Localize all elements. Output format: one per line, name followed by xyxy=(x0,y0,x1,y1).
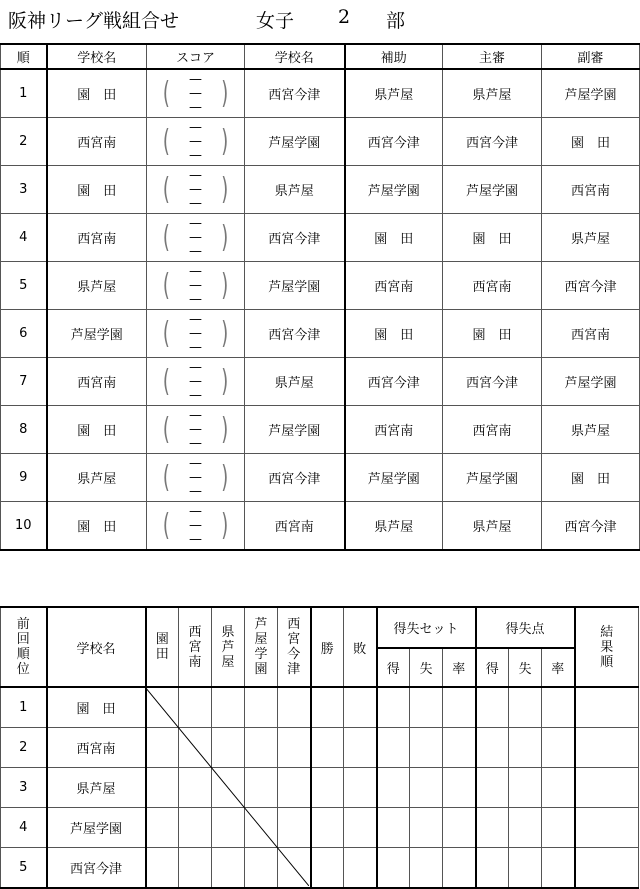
match-assist: 園 田 xyxy=(345,310,443,358)
standings-prev-rank: 2 xyxy=(1,728,47,768)
league-title: 阪神リーグ戦組合せ xyxy=(8,10,180,32)
bracket-left: ( xyxy=(160,459,172,495)
bracket-right: ) xyxy=(219,459,231,495)
match-assist: 芦屋学園 xyxy=(345,166,443,214)
header-char: 園 xyxy=(155,632,169,647)
match-assist: 園 田 xyxy=(345,214,443,262)
match-row xyxy=(1,502,640,551)
header-char: 津 xyxy=(287,662,301,677)
result-cell[interactable] xyxy=(146,848,179,889)
result-cell[interactable] xyxy=(212,848,245,889)
header-referee: 主審 xyxy=(443,44,542,69)
set-get-cell[interactable] xyxy=(377,687,410,728)
match-row xyxy=(1,69,640,118)
match-order: 8 xyxy=(1,406,47,454)
match-row xyxy=(1,262,640,310)
match-sub-referee: 芦屋学園 xyxy=(542,358,640,406)
result-cell[interactable] xyxy=(212,687,245,728)
score-set-1: — xyxy=(189,455,202,471)
header-char: 県 xyxy=(221,624,235,640)
match-row xyxy=(1,358,640,406)
point-get-cell[interactable] xyxy=(476,768,509,808)
result-cell[interactable] xyxy=(245,768,278,808)
point-lose-cell[interactable] xyxy=(509,768,542,808)
match-school-b: 県芦屋 xyxy=(245,358,345,406)
final-rank-cell[interactable] xyxy=(575,768,639,808)
standings-school: 西宮南 xyxy=(47,728,146,768)
header-point-lose: 失 xyxy=(509,648,542,687)
score-set-3: — xyxy=(189,339,202,355)
score-set-3: — xyxy=(189,243,202,259)
score-set-2: — xyxy=(189,517,202,533)
final-rank-cell[interactable] xyxy=(575,728,639,768)
result-cell[interactable] xyxy=(146,728,179,768)
result-cell[interactable] xyxy=(146,808,179,848)
match-score[interactable] xyxy=(147,262,245,310)
match-score[interactable] xyxy=(147,310,245,358)
header-char: 芦 xyxy=(221,639,235,655)
match-assist: 西宮南 xyxy=(345,406,443,454)
header-char: 屋 xyxy=(221,654,235,670)
set-rate-cell[interactable] xyxy=(443,687,476,728)
win-cell[interactable] xyxy=(311,848,344,889)
loss-cell[interactable] xyxy=(344,687,377,728)
final-rank-cell[interactable] xyxy=(575,848,639,889)
bracket-right: ) xyxy=(219,75,231,111)
result-cell[interactable] xyxy=(278,768,311,808)
bracket-left: ( xyxy=(160,171,172,207)
match-order: 1 xyxy=(1,69,47,118)
bracket-left: ( xyxy=(160,219,172,255)
header-char: 回 xyxy=(16,632,30,647)
score-set-3: — xyxy=(189,291,202,307)
match-sub-referee: 西宮南 xyxy=(542,166,640,214)
header-school-a: 学校名 xyxy=(47,44,147,69)
header-win: 勝 xyxy=(311,607,344,687)
score-set-3: — xyxy=(189,99,202,115)
final-rank-cell[interactable] xyxy=(575,687,639,728)
header-opponent-1 xyxy=(146,607,179,687)
bracket-right: ) xyxy=(219,171,231,207)
bracket-left: ( xyxy=(160,267,172,303)
header-prev-rank xyxy=(1,607,47,687)
set-lose-cell[interactable] xyxy=(410,728,443,768)
match-school-a: 県芦屋 xyxy=(47,454,147,502)
match-referee: 園 田 xyxy=(443,214,542,262)
header-set-rate: 率 xyxy=(443,648,476,687)
result-cell[interactable] xyxy=(146,687,179,728)
score-set-1: — xyxy=(189,263,202,279)
standings-school: 芦屋学園 xyxy=(47,808,146,848)
match-referee: 芦屋学園 xyxy=(443,166,542,214)
score-set-2: — xyxy=(189,85,202,101)
header-char: 南 xyxy=(188,654,202,670)
result-cell[interactable] xyxy=(278,687,311,728)
standings-prev-rank: 4 xyxy=(1,808,47,848)
match-school-a: 県芦屋 xyxy=(47,262,147,310)
standings-school: 県芦屋 xyxy=(47,768,146,808)
set-lose-cell[interactable] xyxy=(410,768,443,808)
header-char: 今 xyxy=(287,647,301,662)
bracket-left: ( xyxy=(160,75,172,111)
match-row xyxy=(1,406,640,454)
match-sub-referee: 園 田 xyxy=(542,454,640,502)
match-sub-referee: 芦屋学園 xyxy=(542,69,640,118)
bracket-left: ( xyxy=(160,315,172,351)
header-char: 結 xyxy=(600,624,614,640)
header-char: 宮 xyxy=(188,639,202,655)
header-assist: 補助 xyxy=(345,44,443,69)
point-rate-cell[interactable] xyxy=(542,728,575,768)
score-set-2: — xyxy=(189,373,202,389)
score-set-2: — xyxy=(189,469,202,485)
score-set-3: — xyxy=(189,435,202,451)
header-order: 順 xyxy=(1,44,47,69)
header-char: 学 xyxy=(254,647,268,662)
set-lose-cell[interactable] xyxy=(410,808,443,848)
score-set-1: — xyxy=(189,215,202,231)
match-school-a: 西宮南 xyxy=(47,214,147,262)
bracket-right: ) xyxy=(219,123,231,159)
score-set-1: — xyxy=(189,359,202,375)
point-rate-cell[interactable] xyxy=(542,848,575,889)
set-lose-cell[interactable] xyxy=(410,848,443,889)
header-char: 順 xyxy=(16,647,30,662)
standings-school: 園 田 xyxy=(47,687,146,728)
header-char: 西 xyxy=(188,624,202,640)
match-order: 3 xyxy=(1,166,47,214)
match-score[interactable] xyxy=(147,166,245,214)
header-school-b: 学校名 xyxy=(245,44,345,69)
set-get-cell[interactable] xyxy=(377,808,410,848)
bracket-right: ) xyxy=(219,315,231,351)
match-score[interactable] xyxy=(147,406,245,454)
set-rate-cell[interactable] xyxy=(443,808,476,848)
match-row xyxy=(1,166,640,214)
match-school-b: 芦屋学園 xyxy=(245,406,345,454)
match-referee: 西宮今津 xyxy=(443,358,542,406)
score-set-1: — xyxy=(189,119,202,135)
set-rate-cell[interactable] xyxy=(443,848,476,889)
standings-prev-rank: 3 xyxy=(1,768,47,808)
set-lose-cell[interactable] xyxy=(410,687,443,728)
bracket-right: ) xyxy=(219,267,231,303)
match-school-b: 西宮今津 xyxy=(245,454,345,502)
loss-cell[interactable] xyxy=(344,808,377,848)
division-suffix: 部 xyxy=(386,10,406,32)
match-sub-referee: 西宮今津 xyxy=(542,502,640,551)
match-score[interactable] xyxy=(147,214,245,262)
match-school-b: 西宮今津 xyxy=(245,214,345,262)
match-sub-referee: 園 田 xyxy=(542,118,640,166)
match-sub-referee: 県芦屋 xyxy=(542,214,640,262)
header-char: 宮 xyxy=(287,632,301,647)
header-char: 園 xyxy=(254,662,268,677)
header-set-get: 得 xyxy=(377,648,410,687)
standings-prev-rank: 1 xyxy=(1,687,47,728)
score-set-3: — xyxy=(189,483,202,499)
bracket-right: ) xyxy=(219,411,231,447)
match-school-b: 芦屋学園 xyxy=(245,118,345,166)
match-assist: 西宮南 xyxy=(345,262,443,310)
match-assist: 西宮今津 xyxy=(345,358,443,406)
bracket-right: ) xyxy=(219,219,231,255)
loss-cell[interactable] xyxy=(344,728,377,768)
standings-table xyxy=(0,606,639,889)
score-set-3: — xyxy=(189,195,202,211)
match-referee: 西宮南 xyxy=(443,406,542,454)
win-cell[interactable] xyxy=(311,728,344,768)
result-cell[interactable] xyxy=(245,687,278,728)
result-cell[interactable] xyxy=(179,768,212,808)
match-school-a: 園 田 xyxy=(47,69,147,118)
match-score[interactable] xyxy=(147,502,245,551)
loss-cell[interactable] xyxy=(344,768,377,808)
match-order: 6 xyxy=(1,310,47,358)
header-char: 芦 xyxy=(254,617,268,632)
match-school-a: 西宮南 xyxy=(47,118,147,166)
bracket-left: ( xyxy=(160,411,172,447)
header-sub-referee: 副審 xyxy=(542,44,640,69)
set-rate-cell[interactable] xyxy=(443,768,476,808)
win-cell[interactable] xyxy=(311,687,344,728)
result-cell[interactable] xyxy=(278,728,311,768)
match-order: 10 xyxy=(1,502,47,551)
match-school-b: 芦屋学園 xyxy=(245,262,345,310)
score-set-2: — xyxy=(189,421,202,437)
header-point-group: 得失点 xyxy=(476,607,575,648)
match-assist: 芦屋学園 xyxy=(345,454,443,502)
match-referee: 芦屋学園 xyxy=(443,454,542,502)
score-set-1: — xyxy=(189,311,202,327)
match-sub-referee: 西宮今津 xyxy=(542,262,640,310)
header-opponent-3 xyxy=(212,607,245,687)
result-cell[interactable] xyxy=(179,728,212,768)
match-school-a: 園 田 xyxy=(47,502,147,551)
final-rank-cell[interactable] xyxy=(575,808,639,848)
score-set-1: — xyxy=(189,503,202,519)
win-cell[interactable] xyxy=(311,768,344,808)
result-cell[interactable] xyxy=(146,768,179,808)
match-referee: 園 田 xyxy=(443,310,542,358)
point-rate-cell[interactable] xyxy=(542,768,575,808)
result-cell[interactable] xyxy=(179,687,212,728)
page-title xyxy=(8,6,628,36)
point-rate-cell[interactable] xyxy=(542,808,575,848)
result-cell[interactable] xyxy=(245,728,278,768)
match-sub-referee: 県芦屋 xyxy=(542,406,640,454)
header-opponent-5 xyxy=(278,607,311,687)
result-cell[interactable] xyxy=(245,848,278,889)
standings-row xyxy=(1,687,639,728)
match-school-b: 県芦屋 xyxy=(245,166,345,214)
standings-school: 西宮今津 xyxy=(47,848,146,889)
score-set-2: — xyxy=(189,133,202,149)
score-set-3: — xyxy=(189,531,202,547)
match-assist: 県芦屋 xyxy=(345,502,443,551)
standings-prev-rank: 5 xyxy=(1,848,47,889)
header-set-lose: 失 xyxy=(410,648,443,687)
match-score[interactable] xyxy=(147,358,245,406)
standings-row xyxy=(1,808,639,848)
match-school-a: 園 田 xyxy=(47,166,147,214)
result-cell[interactable] xyxy=(212,768,245,808)
header-char: 屋 xyxy=(254,632,268,647)
bracket-left: ( xyxy=(160,363,172,399)
standings-row xyxy=(1,848,639,889)
point-lose-cell[interactable] xyxy=(509,848,542,889)
score-set-2: — xyxy=(189,325,202,341)
match-school-b: 西宮今津 xyxy=(245,69,345,118)
division-number: 2 xyxy=(338,6,351,28)
score-set-2: — xyxy=(189,229,202,245)
result-cell[interactable] xyxy=(278,808,311,848)
standings-row xyxy=(1,768,639,808)
match-assist: 西宮今津 xyxy=(345,118,443,166)
bracket-left: ( xyxy=(160,123,172,159)
standings-header-top xyxy=(1,607,639,648)
match-table xyxy=(0,43,640,551)
loss-cell[interactable] xyxy=(344,848,377,889)
score-set-1: — xyxy=(189,407,202,423)
point-lose-cell[interactable] xyxy=(509,808,542,848)
header-point-rate: 率 xyxy=(542,648,575,687)
win-cell[interactable] xyxy=(311,808,344,848)
match-order: 9 xyxy=(1,454,47,502)
match-order: 5 xyxy=(1,262,47,310)
match-school-a: 園 田 xyxy=(47,406,147,454)
match-order: 4 xyxy=(1,214,47,262)
match-referee: 県芦屋 xyxy=(443,69,542,118)
header-opponent-2 xyxy=(179,607,212,687)
result-cell[interactable] xyxy=(179,848,212,889)
point-rate-cell[interactable] xyxy=(542,687,575,728)
score-set-2: — xyxy=(189,277,202,293)
match-header-row xyxy=(1,44,640,69)
match-assist: 県芦屋 xyxy=(345,69,443,118)
header-score: スコア xyxy=(147,44,245,69)
set-rate-cell[interactable] xyxy=(443,728,476,768)
point-get-cell[interactable] xyxy=(476,728,509,768)
match-row xyxy=(1,310,640,358)
score-set-1: — xyxy=(189,71,202,87)
result-cell[interactable] xyxy=(278,848,311,889)
match-row xyxy=(1,118,640,166)
score-set-2: — xyxy=(189,181,202,197)
set-get-cell[interactable] xyxy=(377,728,410,768)
match-referee: 西宮南 xyxy=(443,262,542,310)
header-loss: 敗 xyxy=(344,607,377,687)
point-lose-cell[interactable] xyxy=(509,687,542,728)
header-school: 学校名 xyxy=(47,607,146,687)
score-set-3: — xyxy=(189,147,202,163)
match-referee: 県芦屋 xyxy=(443,502,542,551)
score-set-3: — xyxy=(189,387,202,403)
match-school-a: 芦屋学園 xyxy=(47,310,147,358)
header-set-group: 得失セット xyxy=(377,607,476,648)
match-referee: 西宮今津 xyxy=(443,118,542,166)
set-get-cell[interactable] xyxy=(377,768,410,808)
header-char: 順 xyxy=(600,654,614,670)
point-lose-cell[interactable] xyxy=(509,728,542,768)
result-cell[interactable] xyxy=(212,808,245,848)
score-set-1: — xyxy=(189,167,202,183)
match-score[interactable] xyxy=(147,454,245,502)
match-school-a: 西宮南 xyxy=(47,358,147,406)
bracket-left: ( xyxy=(160,507,172,543)
match-school-b: 西宮南 xyxy=(245,502,345,551)
division-label: 女子 xyxy=(256,10,295,32)
header-opponent-4 xyxy=(245,607,278,687)
match-row xyxy=(1,454,640,502)
bracket-right: ) xyxy=(219,507,231,543)
header-result-rank xyxy=(575,607,639,687)
result-cell[interactable] xyxy=(179,808,212,848)
header-point-get: 得 xyxy=(476,648,509,687)
match-score[interactable] xyxy=(147,69,245,118)
match-order: 7 xyxy=(1,358,47,406)
match-row xyxy=(1,214,640,262)
match-school-b: 西宮今津 xyxy=(245,310,345,358)
match-sub-referee: 西宮南 xyxy=(542,310,640,358)
bracket-right: ) xyxy=(219,363,231,399)
match-score[interactable] xyxy=(147,118,245,166)
match-order: 2 xyxy=(1,118,47,166)
set-get-cell[interactable] xyxy=(377,848,410,889)
header-char: 田 xyxy=(155,647,169,662)
point-get-cell[interactable] xyxy=(476,687,509,728)
header-char: 位 xyxy=(16,662,30,677)
result-cell[interactable] xyxy=(212,728,245,768)
header-char: 前 xyxy=(16,617,30,632)
point-get-cell[interactable] xyxy=(476,808,509,848)
point-get-cell[interactable] xyxy=(476,848,509,889)
header-char: 西 xyxy=(287,617,301,632)
header-char: 果 xyxy=(600,639,614,655)
standings-row xyxy=(1,728,639,768)
result-cell[interactable] xyxy=(245,808,278,848)
